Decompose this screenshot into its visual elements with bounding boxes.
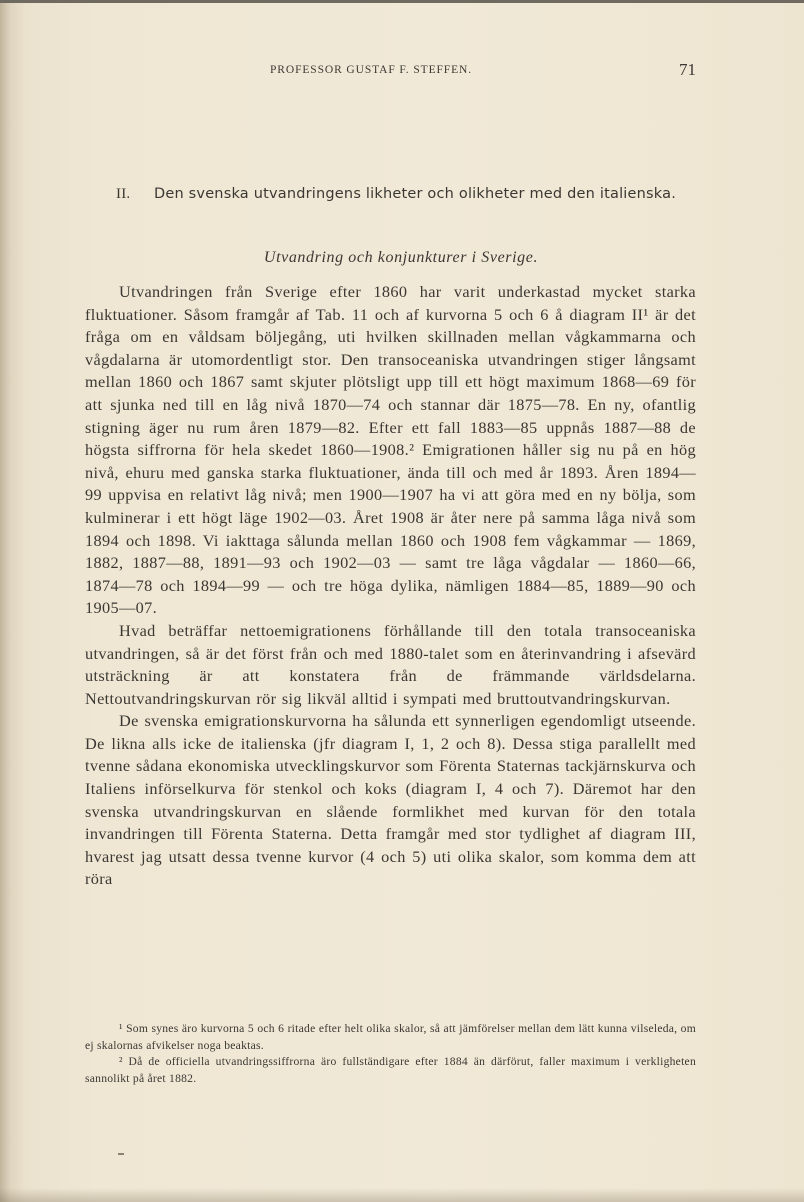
ink-speck: [118, 1153, 124, 1155]
subheading: Utvandring och konjunkturer i Sverige.: [263, 249, 539, 266]
footnote: ¹ Som synes äro kurvorna 5 och 6 ritade efter helt olika skalor, så att jämförelser mellan dem lätt kunna vilseleda, om ej skalornas afvikelser noga beaktas.: [85, 1022, 696, 1052]
bottom-edge-shadow: [0, 1188, 804, 1202]
footnotes: [85, 1021, 696, 1088]
paragraph: Hvad beträffar nettoemigrationens förhållande till den totala transoceaniska utvandringen, så är det först från och med 1880-talet som en återinvandring i afsevärd utsträckning är att konstatera från de främmande världsdelarna. Nettoutvandringskurvan rör sig likväl alltid i sympati med bruttoutvandringskurvan.: [85, 620, 696, 708]
footnote: ² Då de officiella utvandringssiffrorna äro fullständigare efter 1884 än därförut, faller maximum i verkligheten sannolikt på året 1882.: [85, 1055, 696, 1086]
page-number: 71: [679, 60, 696, 79]
section-number: II.: [116, 186, 131, 202]
paragraph: De svenska emigrationskurvorna ha sålunda ett synnerligen egendomligt utseende. De likna alls icke de italienska (jfr diagram I, 1, 2 och 8). Dessa stiga parallellt med tvenne sådana ekonomiska utvecklingskurvor som Förenta Staternas tackjärnskurva och Italiens införselkurva för stenkol och koks (diagram I, 4 och 7). Däremot har den svenska utvandringskurvan en slående formlikhet med kurvan för den totala invandringen till Förenta Staterna. Detta framgår med stor tydlighet af diagram III, hvarest jag utsatt dessa tvenne kurvor (4 och 5) uti olika skalor, som komma dem att röra: [85, 711, 696, 889]
paragraph: Utvandringen från Sverige efter 1860 har varit underkastad mycket starka fluktuationer. Såsom framgår af Tab. 11 och af kurvorna 5 och 6 å diagram II¹ är det fråga om en våldsam böljegång, uti hvilken skillnaden mellan vågkammarna och vågdalarna är utomordentligt stor. Den transoceaniska utvandringen stiger långsamt mellan 1860 och 1867 samt skjuter plötsligt upp till ett högt maximum 1868—69 för att sjunka ned till en låg nivå 1870—74 och stannar där 1875—78. En ny, ofantlig stigning äger nu rum åren 1879—82. Efter ett fall 1883—85 uppnås 1887—88 de högsta siffrorna för hela skedet 1860—1908.² Emigrationen håller sig nu på en hög nivå, ehuru med ganska starka fluktuationer, ända till och med år 1893. Åren 1894—99 uppvisa en relativt låg nivå; men 1900—1907 ha vi att göra med en ny bölja, som kulminerar i ett högt läge 1902—03. Året 1908 är åter nere på samma låga nivå som 1894 och 1898. Vi iakttaga sålunda mellan 1860 och 1908 fem vågkammar — 1869, 1882, 1887—88, 1891—93 och 1902—03 — samt tre låga vågdalar — 1860—66, 1874—78 och 1894—99 — och tre höga dylika, nämligen 1884—85, 1889—90 och 1905—07.: [85, 282, 696, 618]
section-title: Den svenska utvandringens likheter och olikheter med den italienska.: [153, 186, 677, 202]
section-heading: [103, 184, 699, 204]
body-text: [85, 281, 696, 891]
running-title: PROFESSOR GUSTAF F. STEFFEN.: [270, 64, 472, 76]
top-edge-rule: [0, 0, 804, 3]
spine-shadow: [0, 0, 26, 1202]
running-head: [0, 60, 804, 82]
